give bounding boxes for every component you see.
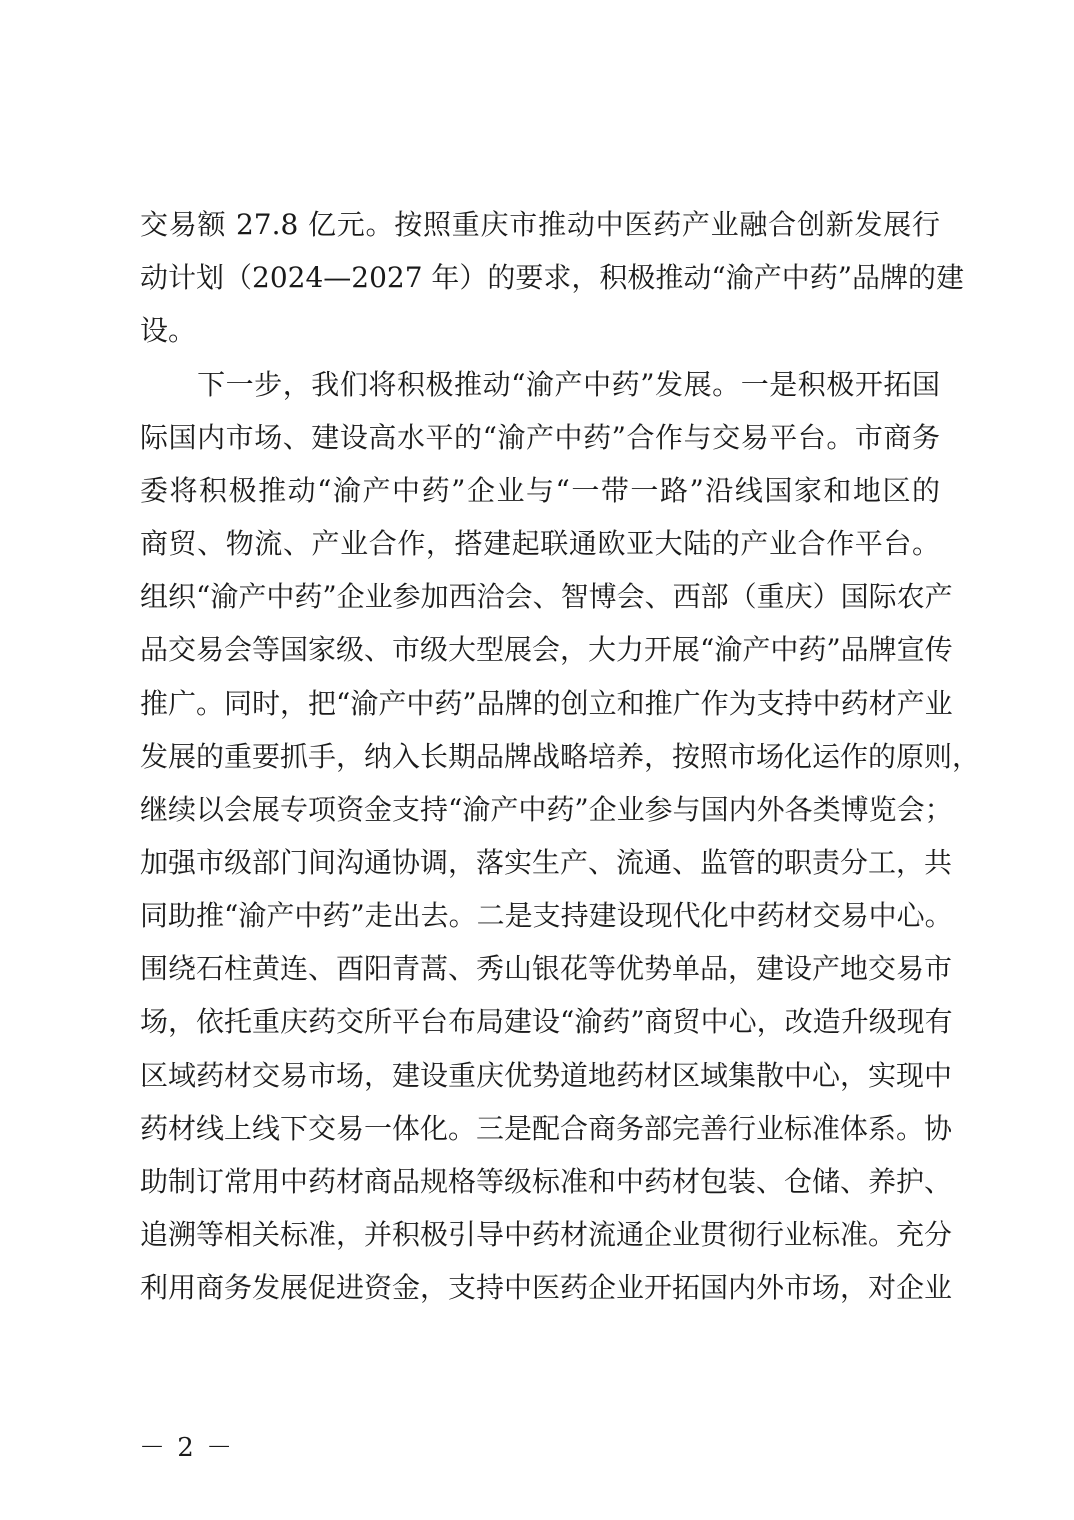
body-text-line: 同助推“渝产中药”走出去。二是支持建设现代化中药材交易中心。 [140, 899, 953, 932]
body-text-line: 围绕石柱黄连、酉阳青蒿、秀山银花等优势单品，建设产地交易市 [140, 952, 953, 985]
body-text-line: 助制订常用中药材商品规格等级标准和中药材包装、仓储、养护、 [140, 1165, 953, 1198]
body-text-line: 追溯等相关标准，并积极引导中药材流通企业贯彻行业标准。充分 [140, 1218, 953, 1251]
body-text-line: 区域药材交易市场，建设重庆优势道地药材区域集散中心，实现中 [140, 1059, 953, 1092]
body-text-line: 品交易会等国家级、市级大型展会，大力开展“渝产中药”品牌宣传 [140, 633, 953, 666]
body-text-line: 际国内市场、建设高水平的“渝产中药”合作与交易平台。市商务 [140, 421, 940, 454]
page-number: － 2 － [139, 1433, 235, 1463]
body-text-line: 商贸、物流、产业合作，搭建起联通欧亚大陆的产业合作平台。 [140, 527, 940, 560]
body-text-line: 动计划（2024—2027 年）的要求，积极推动“渝产中药”品牌的建 [140, 261, 965, 294]
body-text-line: 场，依托重庆药交所平台布局建设“渝药”商贸中心，改造升级现有 [140, 1005, 953, 1038]
body-text-line: 下一步，我们将积极推动“渝产中药”发展。一是积极开拓国 [140, 368, 940, 401]
body-text-line: 交易额 27.8 亿元。按照重庆市推动中医药产业融合创新发展行 [140, 208, 940, 241]
body-text-line: 组织“渝产中药”企业参加西洽会、智博会、西部（重庆）国际农产 [140, 580, 953, 613]
body-text-line: 委将积极推动“渝产中药”企业与“一带一路”沿线国家和地区的 [140, 474, 940, 507]
body-text-line: 推广。同时，把“渝产中药”品牌的创立和推广作为支持中药材产业 [140, 687, 953, 720]
body-text-line: 药材线上线下交易一体化。三是配合商务部完善行业标准体系。协 [140, 1112, 953, 1145]
body-text-line: 发展的重要抓手，纳入长期品牌战略培养，按照市场化运作的原则， [140, 740, 981, 773]
body-text-line: 利用商务发展促进资金，支持中医药企业开拓国内外市场，对企业 [140, 1271, 953, 1304]
body-text-line: 继续以会展专项资金支持“渝产中药”企业参与国内外各类博览会； [140, 793, 953, 826]
body-text-line: 设。 [140, 314, 197, 347]
body-text-line: 加强市级部门间沟通协调，落实生产、流通、监管的职责分工，共 [140, 846, 953, 879]
